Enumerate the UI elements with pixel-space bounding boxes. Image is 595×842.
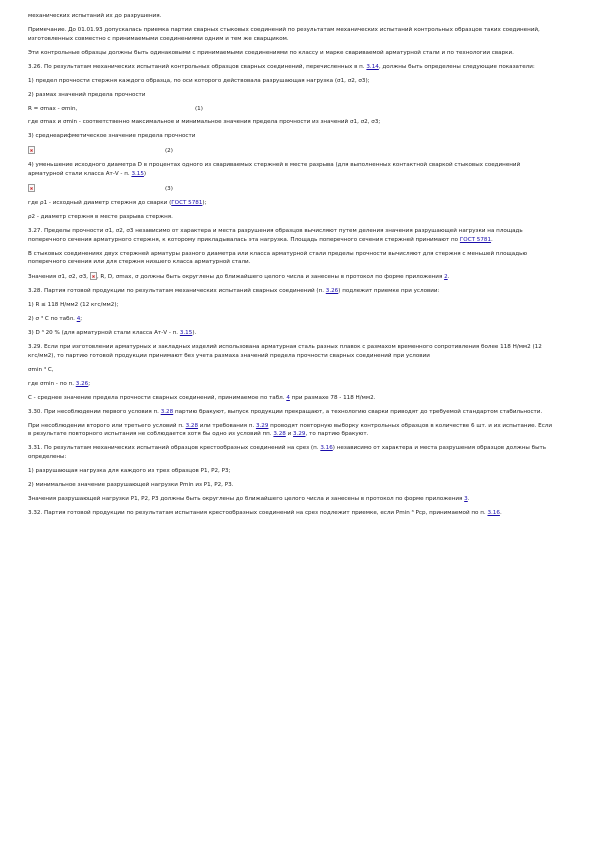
- link-table-4[interactable]: 4: [286, 394, 290, 401]
- link-clause-3-26[interactable]: 3.26: [75, 380, 89, 387]
- link-clause-3-28[interactable]: 3.28: [273, 431, 286, 438]
- text: .: [447, 274, 450, 281]
- text: 2) σ ³ С по табл.: [28, 316, 77, 323]
- paragraph: [28, 272, 554, 282]
- link-clause-3-28[interactable]: 3.28: [185, 422, 199, 429]
- paragraph: В стыковых соединениях двух стержней арматуры разного диаметра или класса арматурной стали пределы прочности вычисляют для стержня с меньшей площадью поперечного сечения или для стержня низшего класса арматурной стали.: [28, 250, 528, 266]
- text: , R, D, σmax, σ должны быть округлены до ближайшего целого числа и занесены в протокол по форме приложения: [96, 274, 445, 281]
- link-clause-3-28[interactable]: 3.28: [160, 408, 174, 415]
- link-clause-3-15[interactable]: 3.15: [131, 171, 144, 178]
- paragraph: механических испытаний их до разрушения.: [28, 13, 162, 19]
- text: ;: [88, 380, 91, 387]
- text: Значения разрушающей нагрузки P1, P2, P3 должны быть округлены до ближайшего целого числа и занесены в протокол по форме приложения: [28, 495, 465, 502]
- text: 3.31. По результатам механических испытаний образцов крестообразных соединений на срез (п.: [28, 445, 321, 452]
- text: ) подлежит приемке при условии:: [338, 288, 440, 295]
- formula-line: [28, 146, 554, 156]
- text: Значения σ1, σ2, σ3,: [28, 274, 90, 281]
- list-item: [28, 161, 554, 178]
- text: при размахе 78 - 118 Н/мм2.: [289, 394, 376, 401]
- clause-3-29: 3.29. Если при изготовлении арматурных и закладных изделий использована арматурная сталь разных плавок с размахом временного сопротивления более 118 Н/мм2 (12 кгс/мм2), то партию готовой продукции принимают без учета размаха значений предела прочности сварных соединений при условии: [28, 344, 542, 359]
- note-paragraph: Примечание. До 01.01.93 допускалась приемка партии сварных стыковых соединений по результатам механических испытаний контрольных образцов таких соединений, изготовленных совместно с принимаемыми соединениями одним и тем же сварщиком.: [28, 26, 540, 42]
- list-item: 1) разрушающая нагрузка для каждого из трех образцов P1, P2, P3;: [28, 467, 231, 474]
- link-clause-3-15[interactable]: 3.15: [179, 330, 193, 337]
- text: .: [467, 495, 470, 502]
- list-item: [28, 329, 554, 338]
- formula-number: (2): [165, 148, 173, 155]
- paragraph: где σmax и σmin - соответственно максимальное и минимальное значения предела прочности из значений σ1, σ2, σ3;: [28, 119, 381, 126]
- link-clause-3-16[interactable]: 3.16: [320, 445, 333, 452]
- broken-image-icon: [28, 184, 35, 192]
- text: ).: [192, 330, 197, 337]
- list-item: 3) среднеарифметическое значение предела прочности: [28, 133, 196, 140]
- paragraph: [28, 422, 554, 439]
- list-item: 2) размах значений предела прочности: [28, 91, 146, 98]
- link-gost-5781[interactable]: ГОСТ 5781: [171, 200, 203, 206]
- text: ;: [80, 316, 83, 323]
- clause-3-32: [28, 509, 554, 518]
- text: 3) D ³ 20 % (для арматурной стали класса Ат-V - п.: [28, 330, 180, 337]
- list-item: 1) предел прочности стержня каждого образца, по оси которого действовала разрушающая нагрузка (σ1, σ2, σ3);: [28, 77, 370, 84]
- paragraph: [28, 495, 554, 504]
- text: проводят повторную выборку контрольных образцов в количестве 6 шт. и их испытание. Если в результате повторного испытания не соблюдается хотя бы одно из условий пп.: [28, 422, 552, 438]
- link-appendix-2[interactable]: 2: [444, 274, 448, 281]
- text: где ρ1 - исходный диаметр стержня до сварки (: [28, 200, 172, 206]
- text: и: [285, 431, 294, 438]
- text: 3.32. Партия готовой продукции по результатам испытания крестообразных соединений на срез подлежит приемке, если Pmin ³ Pcp, принимаемой по п.: [28, 509, 488, 516]
- paragraph: Эти контрольные образцы должны быть одинаковыми с принимаемыми соединениями по классу и марке свариваемой арматурной стали и по технологии сварки.: [28, 49, 514, 56]
- text: , должны быть определены следующие показатели:: [378, 63, 535, 70]
- clause-3-26: [28, 63, 554, 72]
- formula-line: [28, 105, 554, 114]
- paragraph: [28, 394, 554, 403]
- text: С - среднее значение предела прочности сварных соединений, принимаемое по табл.: [28, 394, 287, 401]
- text: .: [499, 509, 502, 516]
- text: 3.27. Пределы прочности σ1, σ2, σ3 независимо от характера и места разрушения образцов вычисляют путем деления значения разрушающей нагрузки на площадь поперечного сечения арматурного стержня, к которому прикладывалась эта нагрузка. Площадь поперечного сечения стержней принимают по: [28, 227, 523, 243]
- link-clause-3-16[interactable]: 3.16: [487, 509, 500, 516]
- link-table-4[interactable]: 4: [76, 316, 81, 323]
- text: партию бракуют, выпуск продукции прекращают, а технологию сварки приводят до требуемой стандартом стабильности.: [173, 408, 543, 415]
- link-clause-3-14[interactable]: 3.14: [366, 63, 379, 70]
- paragraph: ρ2 - диаметр стержня в месте разрыва стержня.: [28, 213, 173, 220]
- text: 3.30. При несоблюдении первого условия п.: [28, 408, 161, 415]
- list-item: 1) R ≤ 118 Н/мм2 (12 кгс/мм2);: [28, 302, 119, 309]
- text: где σmin - по п.: [28, 380, 76, 387]
- text: .: [491, 236, 493, 243]
- document-body: [28, 12, 554, 523]
- text: ): [143, 171, 147, 178]
- text: , то партию бракуют.: [305, 431, 369, 438]
- clause-3-31: [28, 444, 554, 461]
- broken-image-icon: [28, 146, 35, 154]
- link-gost-5781[interactable]: ГОСТ 5781: [459, 236, 492, 243]
- link-appendix-3[interactable]: 3: [464, 495, 468, 502]
- clause-3-28: [28, 287, 554, 296]
- text: При несоблюдении второго или третьего условий п.: [28, 422, 186, 429]
- formula-number: (1): [195, 105, 203, 112]
- formula-line: σmin ³ С,: [28, 366, 54, 373]
- text: 3.28. Партия готовой продукции по результатам механических испытаний сварных соединений (п.: [28, 288, 326, 295]
- link-clause-3-26[interactable]: 3.26: [325, 288, 339, 295]
- clause-3-30: [28, 408, 554, 417]
- text: 4) уменьшение исходного диаметра D в процентах одного из свариваемых стержней в месте разрыва (для выполненных контактной сваркой стыковых соединений арматурной стали класса Ат-V - п.: [28, 162, 521, 178]
- text: или требования п.: [198, 422, 256, 429]
- list-item: [28, 315, 554, 324]
- clause-3-27: [28, 227, 554, 244]
- paragraph: [28, 380, 554, 389]
- list-item: 2) минимальное значение разрушающей нагрузки Pmin из P1, P2, P3.: [28, 481, 234, 488]
- formula-text: R = σmax - σmin,: [28, 105, 78, 112]
- text: 3.26. По результатам механических испытаний контрольных образцов сварных соединений, перечисленных в п.: [28, 63, 367, 70]
- link-clause-3-29[interactable]: 3.29: [255, 422, 269, 429]
- formula-line: [28, 184, 554, 194]
- text: ) независимо от характера и места разрушения образцов должны быть определены:: [28, 445, 547, 460]
- paragraph: [28, 199, 554, 208]
- broken-image-icon: [90, 272, 97, 280]
- link-clause-3-29[interactable]: 3.29: [293, 431, 306, 438]
- formula-number: (3): [165, 186, 173, 193]
- text: );: [202, 200, 207, 206]
